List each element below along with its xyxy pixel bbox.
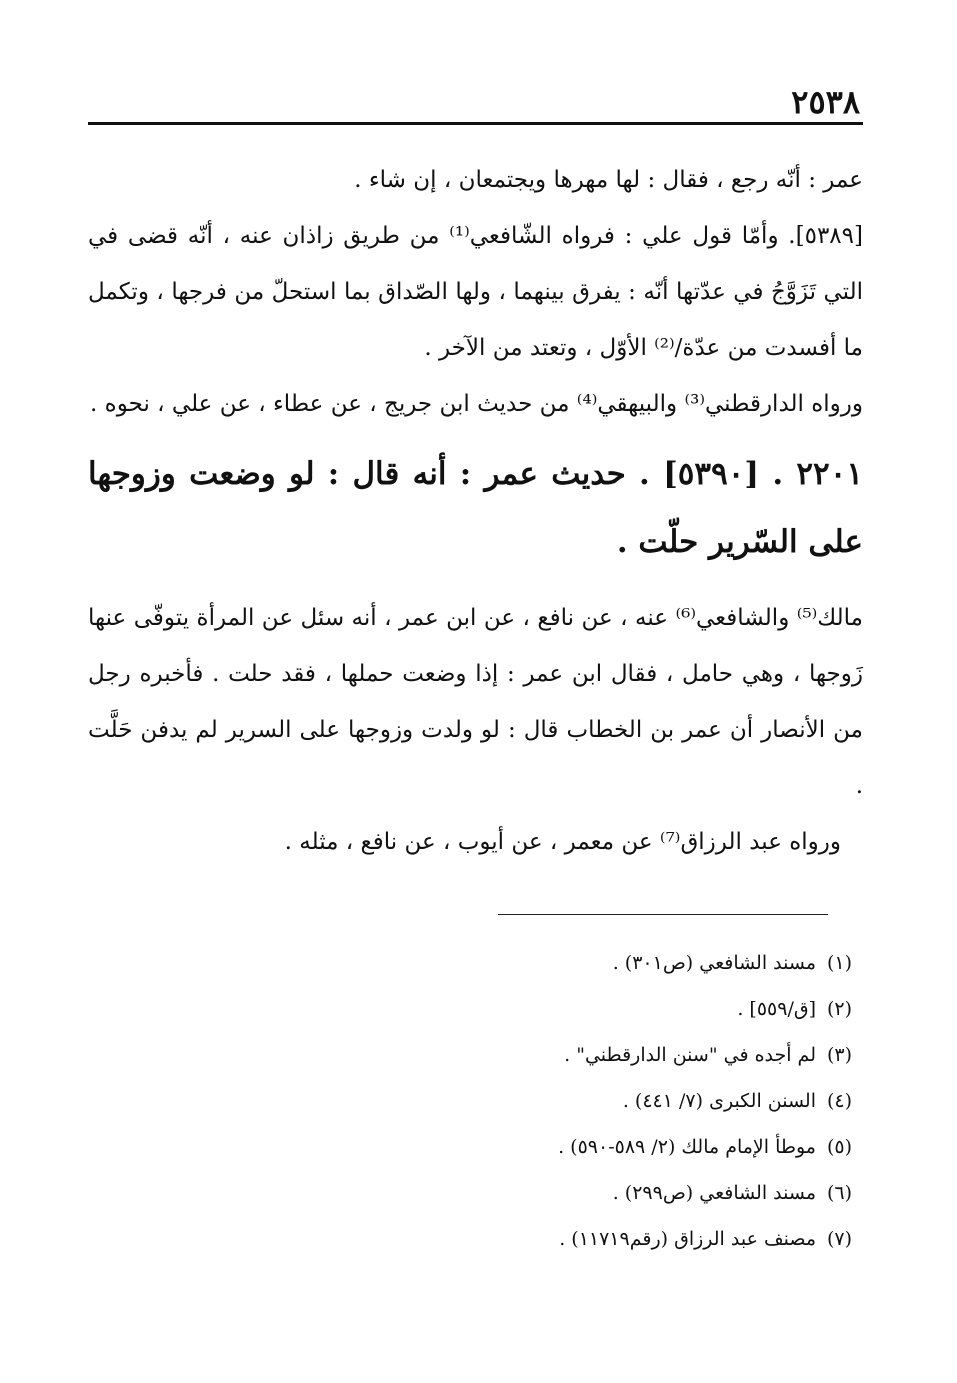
footnote-item	[300, 1078, 852, 1124]
paragraph: عمر : أنّه رجع ، فقال : لها مهرها ويجتمعان ، إن شاء .	[354, 167, 863, 193]
footnote-text: السنن الكبرى (٧/ ٤٤١) .	[622, 1090, 816, 1112]
footnote-text: موطأ الإمام مالك (٢/ ٥٨٩-٥٩٠) .	[558, 1136, 816, 1158]
footnote-number: (١)	[826, 952, 852, 974]
header-rule	[88, 122, 863, 125]
footnote-rule	[498, 914, 828, 915]
footnote-text: لم أجده في "سنن الدارقطني" .	[564, 1044, 816, 1066]
footnote-text: مصنف عبد الرزاق (رقم١١٧١٩) .	[559, 1228, 816, 1250]
footnote-item	[300, 1032, 852, 1078]
hadith-heading: ٢٢٠١ . [٥٣٩٠] . حديث عمر : أنه قال : لو وضعت وزوجها على السّرير حلّت .	[88, 456, 864, 560]
footnote-text: [ق/٥٥٩] .	[737, 998, 816, 1020]
footnote-item	[300, 1124, 852, 1170]
footnote-number: (٥)	[826, 1136, 852, 1158]
footnote-item	[300, 1216, 852, 1262]
main-text	[88, 152, 863, 870]
footnote-item	[300, 986, 852, 1032]
footnote-number: (٦)	[826, 1182, 852, 1204]
footnote-item	[300, 1170, 852, 1216]
footnote-number: (٣)	[826, 1044, 852, 1066]
paragraph: [٥٣٨٩]. وأمّا قول علي : فرواه الشّافعي⁽¹⁾ من طريق زاذان عنه ، أنّه قضى في التي تَزَوَّجُ في عدّتها أنّه : يفرق بينهما ، ولها الصّداق بما استحلّ من فرجها ، وتكمل ما أفسدت من عدّة/⁽²⁾ الأوّل ، وتعتد من الآخر .	[88, 223, 863, 361]
footnote-number: (٤)	[826, 1090, 852, 1112]
footnote-number: (٧)	[826, 1228, 852, 1250]
paragraph: ورواه عبد الرزاق⁽⁷⁾ عن معمر ، عن أيوب ، عن نافع ، مثله .	[284, 829, 841, 855]
footnote-number: (٢)	[826, 998, 852, 1020]
page-number: ٢٥٣٨	[791, 83, 860, 121]
footnote-item	[300, 940, 852, 986]
paragraph: ورواه الدارقطني⁽³⁾ والبيهقي⁽⁴⁾ من حديث ابن جريج ، عن عطاء ، عن علي ، نحوه .	[90, 391, 863, 417]
footnote-text: مسند الشافعي (ص٢٩٩) .	[612, 1182, 816, 1204]
paragraph: مالك⁽⁵⁾ والشافعي⁽⁶⁾ عنه ، عن نافع ، عن ابن عمر ، أنه سئل عن المرأة يتوفّى عنها زَوجها ، وهي حامل ، فقال ابن عمر : إذا وضعت حملها ، فقد حلت . فأخبره رجل من الأنصار أن عمر بن الخطاب قال : لو ولدت وزوجها على السرير لم يدفن حَلَّت .	[88, 605, 863, 799]
footnote-text: مسند الشافعي (ص٣٠١) .	[612, 952, 816, 974]
footnotes	[300, 940, 852, 1262]
